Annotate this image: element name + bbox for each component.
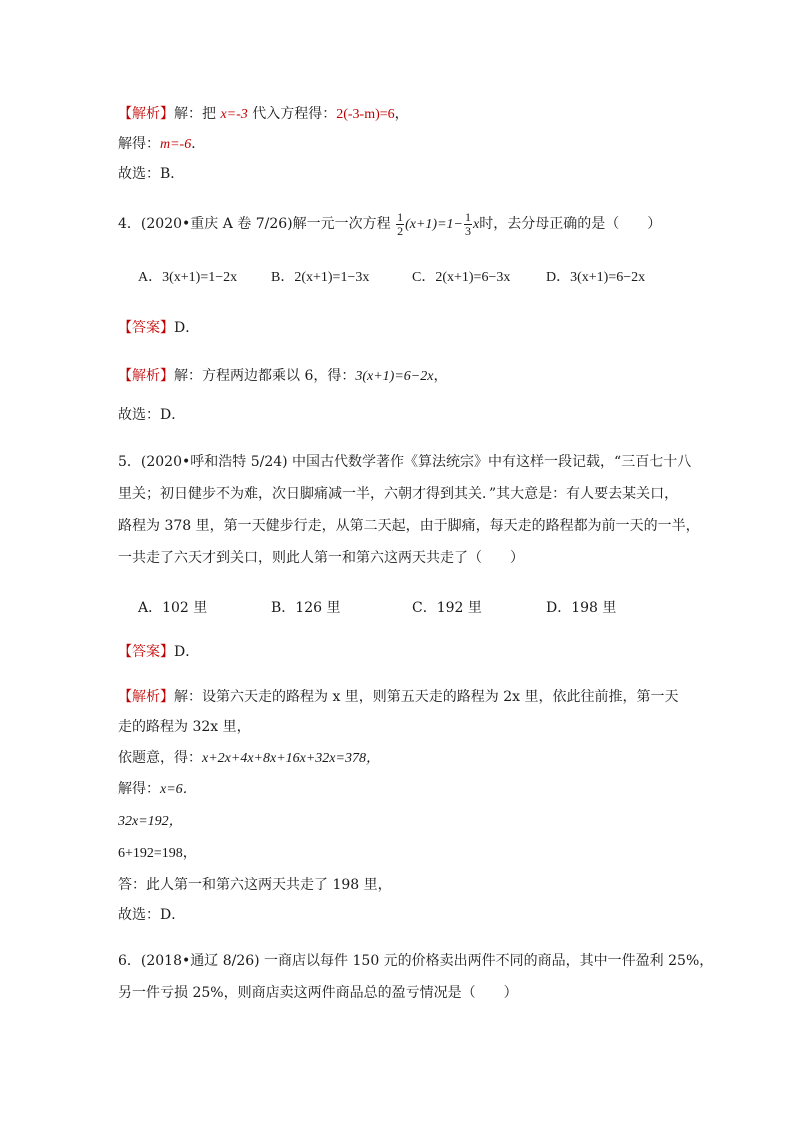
q4-solution-equation: 3(x+1)=6−2x [355,369,434,384]
q5-solution-line-1 [118,687,679,707]
q3-comma: ， [394,106,409,122]
q5-option-b: B．126 里 [271,600,341,616]
q4-comma: ， [433,368,448,384]
q5-solve-label: 解得： [118,781,160,797]
q4-stem-a: 解一元一次方程 [292,216,391,232]
q4-option-d: D．3(x+1)=6−2x [546,270,646,285]
answer-tag: 【答案】 [118,644,174,660]
q5-stem-line-3: 路程为 378 里，第一天健步行走，从第二天起，由于脚痛，每天走的路程都为前一天的一半， [118,518,700,534]
q5-option-c: C．192 里 [412,600,482,616]
q5-answer: D． [174,644,200,660]
q3-solution-line [118,104,409,125]
q5-answer-line [118,642,199,662]
q5-stem-line-2: 里关；初日健步不为难，次日脚痛减一半，六朝才得到其关．”其大意是：有人要去某关口， [118,486,679,502]
frac-numerator: 1 [397,209,404,224]
q4-option-b: B．2(x+1)=1−3x [271,270,370,285]
q4-solution-text: 解：方程两边都乘以 6，得： [174,368,356,384]
frac-denominator: 3 [464,223,471,238]
q5-solution-line-2: 走的路程为 32x 里， [118,719,251,735]
frac-denominator: 2 [397,223,404,238]
q3-solve-label: 解得： [118,136,160,152]
q3-solution-prefix: 解：把 [174,106,221,122]
q5-option-a: A．102 里 [138,600,208,616]
q3-solution-mid: 代入方程得： [247,106,337,122]
q5-solve-line [118,779,197,800]
q6-stem-line-2: 另一件亏损 25%，则商店卖这两件商品总的盈亏情况是（ ） [118,985,518,1001]
q5-solve-value: x=6． [160,782,197,797]
q5-choice: 故选：D． [118,907,186,923]
analysis-tag: 【解析】 [118,689,174,705]
q5-calc-2: 6+192=198， [118,846,197,861]
q4-option-a: A．3(x+1)=1−2x [138,270,238,285]
q4-solution-line [118,366,447,387]
q3-equation: 2(-3-m)=6 [336,107,395,122]
q4-number: 4． [118,216,141,232]
q5-setup-line [118,748,380,769]
frac-numerator: 1 [464,209,471,224]
q4-fraction-half [396,211,404,238]
q3-m-value: m=-6 [160,137,192,152]
q4-options [138,268,698,288]
q6-stem-line-1: 6．(2018•通辽 8/26) 一商店以每件 150 元的价格卖出两件不同的商品，其中一件盈利 25%， [118,953,714,969]
q3-choice: 故选：B． [118,166,185,182]
q4-option-c: C．2(x+1)=6−3x [412,270,511,285]
q4-answer-line [118,318,199,338]
analysis-tag: 【解析】 [118,368,174,384]
q3-period: ． [191,136,206,152]
answer-tag: 【答案】 [118,320,174,336]
q5-calc-1: 32x=192， [118,814,183,829]
q4-equation-end: x [472,217,480,232]
q4-source: (2020•重庆 A 卷 7/26) [140,216,293,232]
q5-solution-text-1: 解：设第六天走的路程为 x 里，则第五天走的路程为 2x 里，依此往前推，第一天 [174,689,679,705]
q4-choice: 故选：D． [118,407,186,423]
q5-reply: 答：此人第一和第六这两天共走了 198 里， [118,877,392,893]
analysis-tag: 【解析】 [118,106,174,122]
q5-stem-line-1: 5．(2020•呼和浩特 5/24) 中国古代数学著作《算法统宗》中有这样一段记载，“三百七十八 [118,454,692,470]
q5-setup-equation: x+2x+4x+8x+16x+32x=378， [202,751,380,766]
q3-solve-line [118,134,205,155]
q5-option-d: D．198 里 [546,600,617,616]
q5-setup-label: 依题意，得： [118,750,202,766]
q4-stem-b: 时，去分母正确的是（ ） [479,216,662,232]
q4-equation-mid: (x+1)=1− [405,217,463,232]
q4-stem [118,210,661,239]
q4-fraction-third [464,211,472,238]
q4-answer: D． [174,320,200,336]
q5-stem-line-4: 一共走了六天才到关口，则此人第一和第六这两天共走了（ ） [118,550,524,566]
q3-x-value: x=-3 [220,107,248,122]
q5-options [138,598,698,618]
